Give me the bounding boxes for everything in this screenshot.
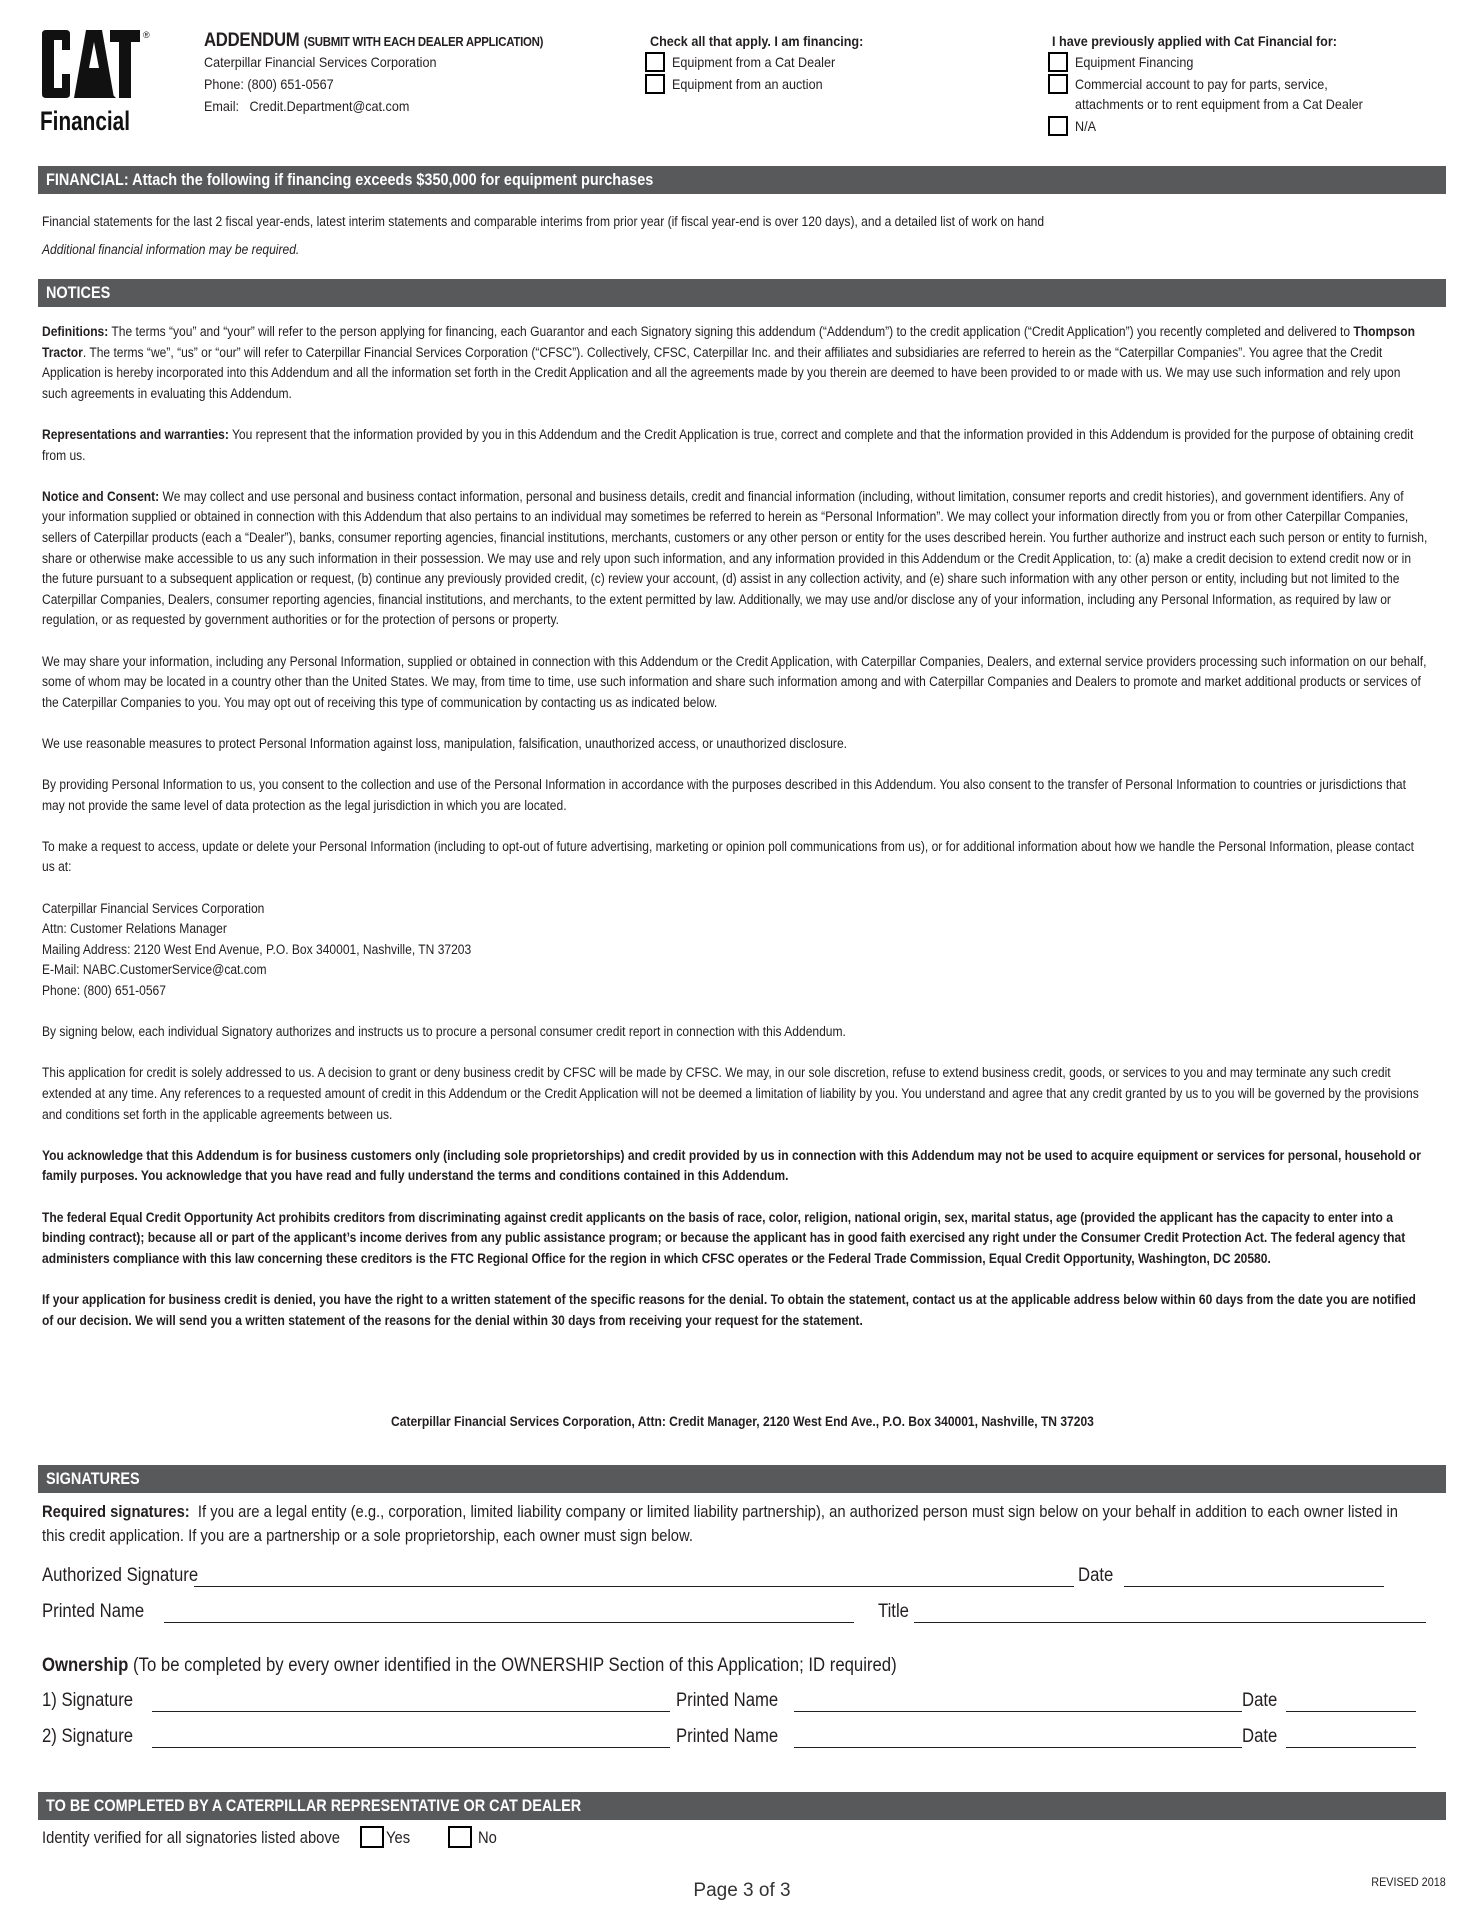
financing-option[interactable] bbox=[645, 74, 853, 94]
header-phone: Phone: (800) 651-0567 bbox=[204, 76, 334, 92]
authorized-date-field[interactable] bbox=[1124, 1568, 1384, 1587]
no-label: No bbox=[478, 1828, 497, 1847]
signing-paragraph: By signing below, each individual Signatory authorizes and instructs us to procure a personal consumer credit report in connection with this Addendum. bbox=[42, 1024, 846, 1040]
header-company: Caterpillar Financial Services Corporation bbox=[204, 54, 437, 70]
checkbox-yes[interactable] bbox=[360, 1826, 384, 1848]
request-paragraph: To make a request to access, update or delete your Personal Information (including to opt-out of future advertising, marketing or opinion poll communications from us), or for additional information about how we handle the Personal Information, please contact us at: bbox=[42, 838, 1414, 875]
printed-name-label: Printed Name bbox=[42, 1601, 145, 1622]
cat-logo-icon bbox=[40, 28, 158, 138]
authorized-signature-label: Authorized Signature bbox=[42, 1565, 199, 1586]
option-label: Equipment from a Cat Dealer bbox=[672, 54, 836, 70]
authorized-signature-row bbox=[42, 1565, 1432, 1587]
notices-body bbox=[42, 322, 1428, 1331]
identity-label: Identity verified for all signatories listed above bbox=[42, 1828, 340, 1847]
reps-text: You represent that the information provided by you in this Addendum and the Credit Application is true, correct and complete and that the information provided in this Addendum is provided for the purpose of obtaining credit from us. bbox=[42, 426, 1414, 463]
printed-name-row bbox=[42, 1601, 1432, 1623]
owner-2-signature-field[interactable] bbox=[152, 1729, 670, 1748]
owner-signature-label: 2) Signature bbox=[42, 1726, 134, 1747]
dealer-name: Thompson Tractor bbox=[42, 324, 1415, 360]
financial-section-bar bbox=[38, 166, 1446, 194]
authorized-signature-field[interactable] bbox=[194, 1568, 1074, 1587]
previous-option[interactable] bbox=[1048, 52, 1395, 72]
identity-verified-row bbox=[42, 1826, 499, 1848]
ownership-label: Ownership bbox=[42, 1655, 129, 1676]
checkbox-cat-dealer[interactable] bbox=[645, 52, 665, 72]
owner-1-signature-field[interactable] bbox=[152, 1693, 670, 1712]
title-field[interactable] bbox=[914, 1604, 1426, 1623]
representative-section-bar bbox=[38, 1792, 1446, 1820]
reps-label: Representations and warranties: bbox=[42, 426, 229, 442]
owner-date-label: Date bbox=[1242, 1726, 1278, 1747]
owner-printed-name-label: Printed Name bbox=[676, 1690, 779, 1711]
definitions-text-a: The terms “you” and “your” will refer to the person applying for financing, each Guarantor and each Signatory signing this addendum (“Addendum”) to the credit application (“Credit Application”) you recently completed and delivered to bbox=[108, 324, 1354, 339]
revised-date: REVISED 2018 bbox=[1371, 1875, 1446, 1889]
owner-row bbox=[42, 1726, 1432, 1748]
credit-manager-address bbox=[0, 1414, 1484, 1429]
representations-paragraph bbox=[42, 425, 1428, 466]
financial-text: Financial statements for the last 2 fiscal year-ends, latest interim statements and comparable interims from prior year (if fiscal year-end is over 120 days), and a detailed list of work on hand bbox=[42, 214, 1045, 229]
previously-applied-options bbox=[1048, 52, 1395, 136]
cat-financial-logo bbox=[40, 28, 158, 138]
registered-mark: ® bbox=[143, 30, 150, 40]
contact-address: Mailing Address: 2120 West End Avenue, P.O. Box 340001, Nashville, TN 37203 bbox=[42, 941, 472, 957]
required-signatures bbox=[42, 1500, 1415, 1548]
header-email: Email: Credit.Department@cat.com bbox=[204, 98, 410, 114]
owner-2-date-field[interactable] bbox=[1286, 1729, 1416, 1748]
required-label: Required signatures: bbox=[42, 1502, 190, 1521]
ownership-text: (To be completed by every owner identified in the OWNERSHIP Section of this Application; ID required) bbox=[128, 1655, 897, 1676]
ecoa-paragraph: The federal Equal Credit Opportunity Act prohibits creditors from discriminating against credit applicants on the basis of race, color, religion, national origin, sex, marital status, age (provided the applicant has the capacity to enter into a binding contract); because all or part of the applicant’s income derives from any public assistance program; or because the applicant has in good faith exercised any right under the Consumer Credit Protection Act. The federal agency that administers compliance with this law concerning these creditors is the FTC Regional Office for the region in which CFSC operates or the Federal Trade Commission, Equal Credit Opportunity, Washington, DC 20580. bbox=[42, 1209, 1406, 1266]
option-label-line2: attachments or to rent equipment from a Cat Dealer bbox=[1075, 96, 1363, 112]
measures-paragraph: We use reasonable measures to protect Personal Information against loss, manipulation, falsification, unauthorized access, or unauthorized disclosure. bbox=[42, 735, 848, 751]
ownership-heading bbox=[42, 1654, 1415, 1678]
option-label: Equipment from an auction bbox=[672, 76, 823, 92]
addendum-title bbox=[204, 30, 543, 52]
owner-2-printed-name-field[interactable] bbox=[794, 1729, 1242, 1748]
transfer-paragraph: By providing Personal Information to us, you consent to the collection and use of the Personal Information in accordance with the purposes described in this Addendum. You also consent to the transfer of Personal Information to countries or jurisdictions that may not provide the same level of data protection as the legal jurisdiction in which you are located. bbox=[42, 777, 1406, 813]
owner-printed-name-label: Printed Name bbox=[676, 1726, 779, 1747]
date-label: Date bbox=[1078, 1565, 1114, 1586]
checkbox-no[interactable] bbox=[448, 1826, 472, 1848]
yes-label: Yes bbox=[386, 1828, 411, 1847]
title-main: ADDENDUM bbox=[204, 30, 300, 51]
checkbox-commercial-account[interactable] bbox=[1048, 74, 1068, 94]
contact-company: Caterpillar Financial Services Corporation bbox=[42, 900, 265, 916]
credit-manager-address-text: Caterpillar Financial Services Corporation, Attn: Credit Manager, 2120 West End Ave., P.O. Box 340001, Nashville, TN 37203 bbox=[390, 1414, 1094, 1429]
required-text: If you are a legal entity (e.g., corporation, limited liability company or limited liability partnership), an authorized person must sign below on your behalf in addition to each owner listed in this credit application. If you are a partnership or a sole proprietorship, each owner must sign below. bbox=[42, 1502, 1403, 1545]
option-label: Equipment Financing bbox=[1075, 54, 1194, 70]
owner-1-date-field[interactable] bbox=[1286, 1693, 1416, 1712]
notices-section-bar bbox=[38, 279, 1446, 307]
previously-applied-heading: I have previously applied with Cat Financial for: bbox=[1052, 33, 1337, 49]
option-label-line1: Commercial account to pay for parts, service, bbox=[1075, 76, 1328, 92]
previous-option[interactable] bbox=[1048, 116, 1395, 136]
consent-text: We may collect and use personal and business contact information, personal and business details, credit and financial information (including, without limitation, consumer reports and credit histories), and government identifiers. Any of your information supplied or obtained in connection with this Addendum that also pertains to an individual may sometimes be referred to herein as “Personal Information”. We may collect your information directly from you or from other Caterpillar Companies, sellers of Caterpillar products (each a “Dealer”), banks, consumer reporting agencies, financial institutions, merchants, customers or any other person or entity for the uses described herein. You further authorize and instruct each such person or entity to furnish, share or otherwise make accessible to us any such information in their possession. We may use and rely upon such information, and any information provided in this Addendum or the Credit Application, to: (a) make a credit decision to extend credit now or in the future pursuant to a subsequent application or request, (b) continue any previously provided credit, (c) review your account, (d) assist in any collection activity, and (e) share such information with any other person or entity, including but not limited to the Caterpillar Companies, Dealers, consumer reporting agencies, financial institutions, and merchants, to the extent permitted by law. Additionally, we may use and/or disclose any of your information, including any Personal Information, as required by law or regulation, or as requested by government authorities or for the protection of persons or property. bbox=[42, 488, 1428, 628]
consent-paragraph bbox=[42, 487, 1428, 631]
solely-paragraph: This application for credit is solely addressed to us. A decision to grant or deny business credit by CFSC will be made by CFSC. We may, in our sole discretion, refuse to extend business credit, goods, or services to you and may terminate any such credit extended at any time. Any references to a requested amount of credit in this Addendum or the Credit Application will not be deemed a limitation of liability by you. You understand and agree that any credit granted by us to you will be governed by the provisions and conditions set forth in the applicable agreements between us. bbox=[42, 1065, 1419, 1122]
checkbox-na[interactable] bbox=[1048, 116, 1068, 136]
financing-heading: Check all that apply. I am financing: bbox=[650, 33, 864, 49]
definitions-paragraph bbox=[42, 322, 1428, 404]
definitions-text-b: . The terms “we”, “us” or “our” will refer to Caterpillar Financial Services Corporation (“CFSC”). Collectively, CFSC, Caterpillar Inc. and their affiliates and subsidiaries are referred to herein as the “Caterpillar Companies”. You agree that the Credit Application is hereby incorporated into this Addendum and all the information set forth in the Credit Application and all the agreements made by you therein are deemed to have been provided to or made with us. We may use such information and rely upon such agreements in evaluating this Addendum. bbox=[42, 344, 1401, 401]
previous-option[interactable] bbox=[1048, 74, 1395, 114]
owner-row bbox=[42, 1690, 1432, 1712]
section-title: NOTICES bbox=[46, 283, 111, 302]
section-title: FINANCIAL: Attach the following if financing exceeds $350,000 for equipment purchases bbox=[46, 170, 654, 189]
page-number: Page 3 of 3 bbox=[693, 1880, 791, 1901]
section-title: SIGNATURES bbox=[46, 1469, 140, 1488]
section-title: TO BE COMPLETED BY A CATERPILLAR REPRESENTATIVE OR CAT DEALER bbox=[46, 1796, 582, 1815]
financing-options bbox=[645, 52, 853, 94]
checkbox-equipment-financing[interactable] bbox=[1048, 52, 1068, 72]
contact-email: E-Mail: NABC.CustomerService@cat.com bbox=[42, 962, 267, 978]
contact-phone: Phone: (800) 651-0567 bbox=[42, 983, 166, 998]
financial-note: Additional financial information may be required. bbox=[42, 242, 300, 257]
logo-subtitle: Financial bbox=[40, 106, 130, 136]
option-label: N/A bbox=[1075, 118, 1097, 134]
consent-label: Notice and Consent: bbox=[42, 488, 160, 504]
owner-date-label: Date bbox=[1242, 1690, 1278, 1711]
contact-attn: Attn: Customer Relations Manager bbox=[42, 921, 227, 937]
checkbox-auction[interactable] bbox=[645, 74, 665, 94]
title-sub: (SUBMIT WITH EACH DEALER APPLICATION) bbox=[303, 34, 544, 49]
signatures-section-bar bbox=[38, 1465, 1446, 1493]
owner-signature-label: 1) Signature bbox=[42, 1690, 134, 1711]
definitions-label: Definitions: bbox=[42, 324, 109, 339]
denial-paragraph: If your application for business credit is denied, you have the right to a written statement of the specific reasons for the denial. To obtain the statement, contact us at the applicable address below within 60 days from the date you are notified of our decision. We will send you a written statement of the reasons for the denial within 30 days from receiving your request for the statement. bbox=[42, 1291, 1416, 1328]
owner-1-printed-name-field[interactable] bbox=[794, 1693, 1242, 1712]
financing-option[interactable] bbox=[645, 52, 853, 72]
option-label bbox=[1075, 74, 1363, 114]
printed-name-field[interactable] bbox=[164, 1604, 854, 1623]
title-label: Title bbox=[878, 1601, 909, 1622]
share-paragraph: We may share your information, including any Personal Information, supplied or obtained in connection with this Addendum or the Credit Application, with Caterpillar Companies, Dealers, and external service providers processing such information on our behalf, some of whom may be located in a country other than the United States. We may, from time to time, use such information and share such information among and with Caterpillar Companies and Dealers to promote and market additional products or services of the Caterpillar Companies to you. You may opt out of receiving this type of communication by contacting us as indicated below. bbox=[42, 653, 1427, 710]
acknowledge-paragraph: You acknowledge that this Addendum is for business customers only (including sole proprietorships) and credit provided by us in connection with this Addendum may not be used to acquire equipment or services for personal, household or family purposes. You acknowledge that you have read and fully understand the terms and conditions contained in this Addendum. bbox=[42, 1147, 1421, 1184]
